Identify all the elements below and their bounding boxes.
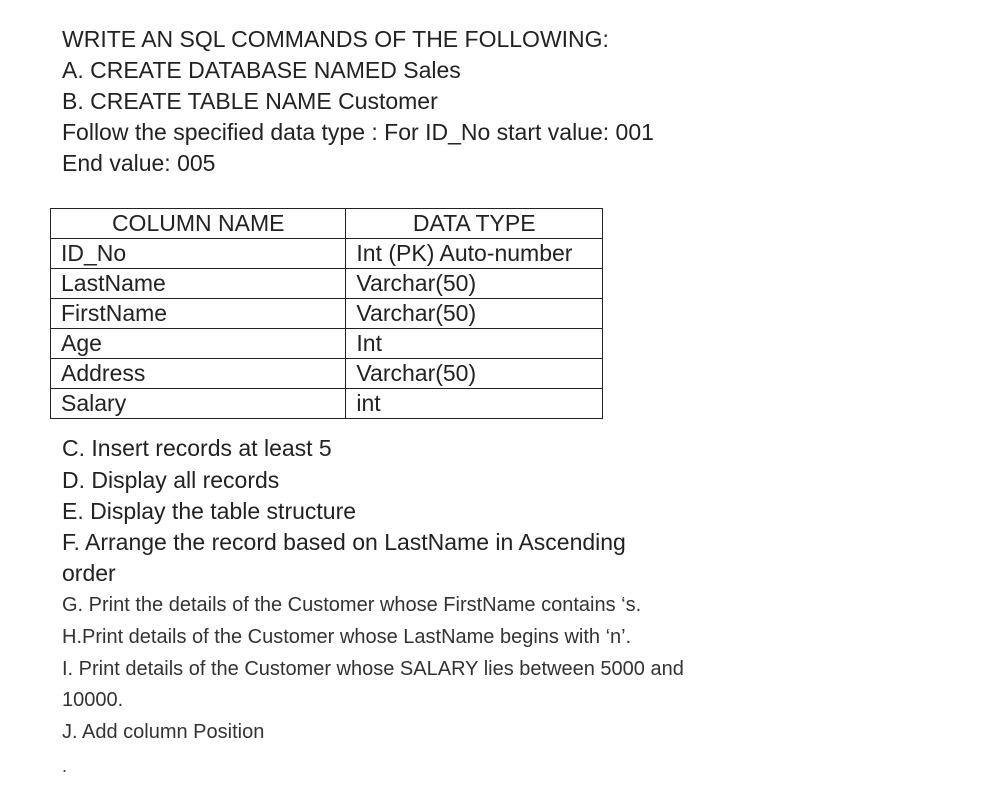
instruction-b: B. CREATE TABLE NAME Customer: [62, 88, 438, 114]
trailing-dot: .: [62, 756, 68, 776]
task-f: F. Arrange the record based on LastName in Ascending: [62, 529, 626, 555]
table-header-row: [51, 209, 603, 239]
data-type-cell: Varchar(50): [346, 299, 603, 329]
column-name-cell: Age: [51, 329, 346, 359]
task-i-continued: 10000.: [62, 689, 124, 711]
data-type-cell: int: [346, 389, 603, 419]
table-row: [51, 329, 603, 359]
column-name-cell: FirstName: [51, 299, 346, 329]
task-c: C. Insert records at least 5: [62, 435, 332, 461]
table-row: [51, 389, 603, 419]
column-name-cell: ID_No: [51, 239, 346, 269]
column-spec-table: [50, 208, 603, 419]
column-name-cell: Salary: [51, 389, 346, 419]
task-j: J. Add column Position: [62, 721, 265, 743]
task-i: I. Print details of the Customer whose SALARY lies between 5000 and: [62, 658, 684, 680]
column-name-header: COLUMN NAME: [51, 209, 346, 239]
table-row: [51, 299, 603, 329]
data-type-cell: Int (PK) Auto-number: [346, 239, 603, 269]
data-type-header: DATA TYPE: [346, 209, 603, 239]
table-row: [51, 359, 603, 389]
task-g: G. Print the details of the Customer whose FirstName contains ‘s.: [62, 594, 642, 616]
data-type-cell: Varchar(50): [346, 269, 603, 299]
instruction-end-value: End value: 005: [62, 150, 216, 176]
instruction-a: A. CREATE DATABASE NAMED Sales: [62, 57, 461, 83]
task-h: H.Print details of the Customer whose LastName begins with ‘n’.: [62, 626, 632, 648]
task-d: D. Display all records: [62, 467, 280, 493]
task-e: E. Display the table structure: [62, 498, 357, 524]
instruction-data-type-note: Follow the specified data type : For ID_No start value: 001: [62, 119, 654, 145]
task-f-continued: order: [62, 560, 116, 586]
data-type-cell: Int: [346, 329, 603, 359]
data-type-cell: Varchar(50): [346, 359, 603, 389]
table-row: [51, 239, 603, 269]
instruction-title: WRITE AN SQL COMMANDS OF THE FOLLOWING:: [62, 26, 609, 52]
column-name-cell: LastName: [51, 269, 346, 299]
column-name-cell: Address: [51, 359, 346, 389]
table-row: [51, 269, 603, 299]
